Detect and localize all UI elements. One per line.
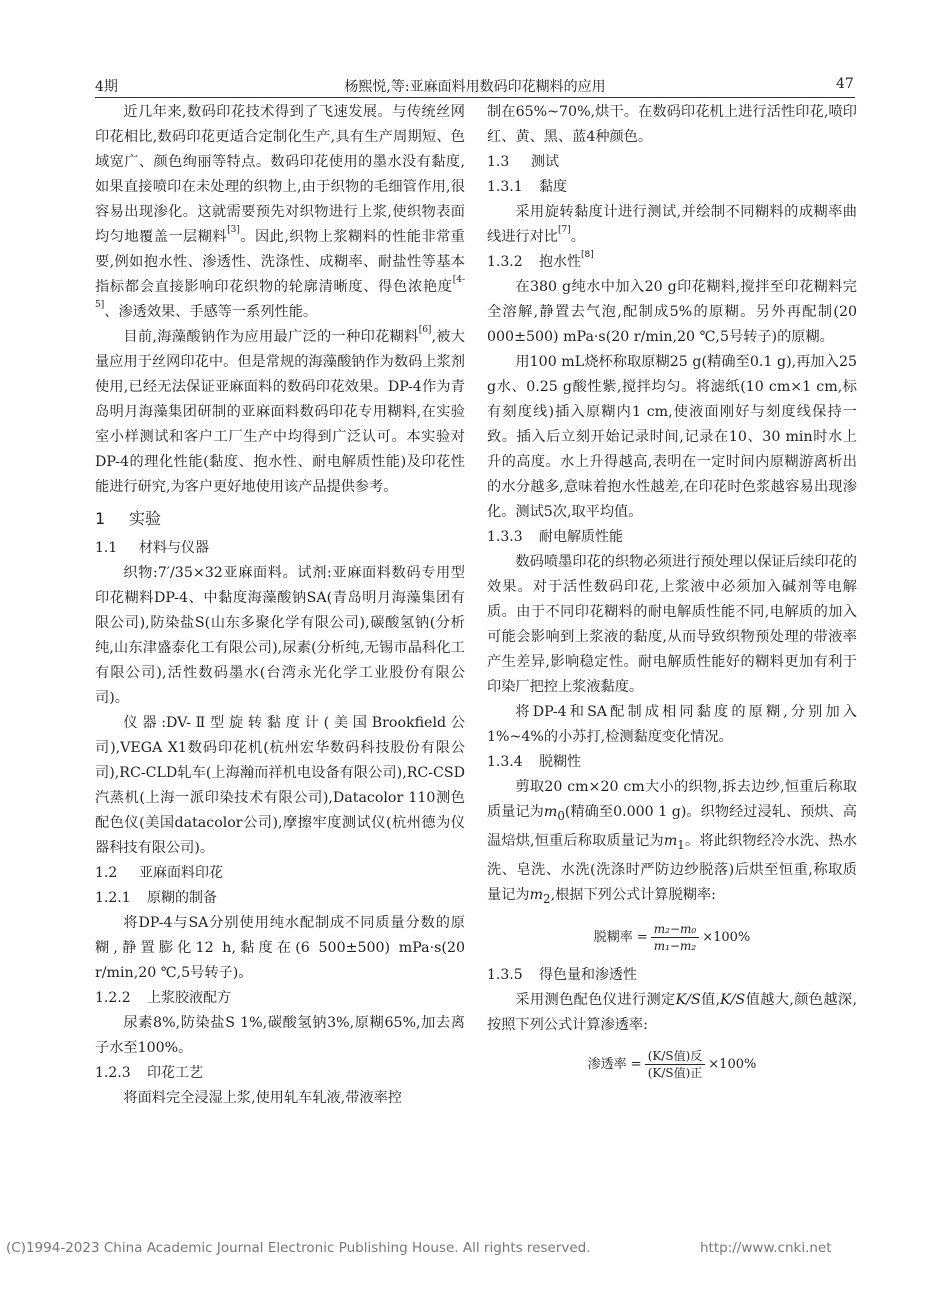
section-heading-1: 1 实验 <box>95 509 162 528</box>
section-heading-1-3-3: 1.3.3 耐电解质性能 <box>487 529 623 545</box>
paste-prep-paragraph: 将DP-4与SA分别使用纯水配制成不同质量分数的原糊,静置膨化12 h,黏度在(6 500±500) mPa·s(20 r/min,20 ℃,5号转子)。 <box>95 915 465 981</box>
water-holding-paragraph-2: 用100 mL烧杯称取原糊25 g(精确至0.1 g),再加入25 g水、0.25 g酸性紫,搅拌均匀。将滤纸(10 cm×1 cm,标有刻度线)插入原糊内1 cm,使液面刚好与刻度线保持一致。插入后立刻开始记录时间,记录在10、30 min时水上升的高度。水上升得越高,表明在一定时间内原糊游离析出的水分越多,意味着抱水性越差,在印花时色浆越容易出现渗化。测试5次,取平均值。 <box>487 354 857 520</box>
penetration-formula: 渗透率 = $\frac{\text{(K/S值)反}}{\text{(K/S值)正}}$ ×100% <box>587 1048 757 1080</box>
formula-denominator: m₁−m₂ <box>653 938 697 953</box>
section-heading-1-2-3: 1.2.3 印花工艺 <box>95 1065 203 1081</box>
materials-paragraph: 织物:7′/35×32亚麻面料。试剂:亚麻面料数码专用型印花糊料DP-4、中黏度海藻酸钠SA(青岛明月海藻集团有限公司),防染盐S(山东多聚化学有限公司),碳酸氢钠(分析纯,山东津盛泰化工有限公司),尿素(分析纯,无锡市晶科化工有限公司),活性数码墨水(台湾永光化学工业股份有限公司)。 <box>95 565 465 706</box>
running-title: 杨熙悦,等:亚麻面料用数码印花糊料的应用 <box>344 79 606 95</box>
cnki-link[interactable]: http://www.cnki.net <box>700 1240 832 1256</box>
printing-process-paragraph: 将面料完全浸湿上浆,使用轧车轧液,带液率控 <box>123 1090 402 1106</box>
header-rule <box>95 97 855 98</box>
section-heading-1-3: 1.3 测试 <box>487 154 559 170</box>
citation-3[interactable]: [3] <box>227 225 240 235</box>
citation-8[interactable]: [8] <box>581 250 594 260</box>
section-heading-1-2: 1.2 亚麻面料印花 <box>95 865 223 881</box>
formula-denominator: (K/S值)正 <box>647 1065 703 1080</box>
formula-numerator: m₂−m₀ <box>651 921 699 938</box>
intro-paragraph-1: 近几年来,数码印花技术得到了飞速发展。与传统丝网印花相比,数码印花更适合定制化生产,具有生产周期短、色域宽广、颜色绚丽等特点。数码印花使用的墨水没有黏度,如果直接喷印在未处理的织物上,由于织物的毛细管作用,很容易出现渗化。这就需要预先对织物进行上浆,使织物表面均匀地覆盖一层糊料[3]。因此,织物上浆糊料的性能非常重要,例如抱水性、渗透性、洗涤性、成糊率、耐盐性等基本指标都会直接影响印花织物的轮廓清晰度、得色浓艳度[4-5]、渗透效果、手感等一系列性能。 <box>95 104 465 320</box>
color-yield-paragraph: 采用测色配色仪进行测定K/S值,K/S值越大,颜色越深,按照下列公式计算渗透率: <box>487 992 857 1034</box>
viscosity-paragraph: 采用旋转黏度计进行测试,并绘制不同糊料的成糊率曲线进行对比[7]。 <box>487 204 857 245</box>
citation-4-5[interactable]: [4-5] <box>95 275 465 310</box>
intro-paragraph-2: 目前,海藻酸钠作为应用最广泛的一种印花糊料[6],被大量应用于丝网印花中。但是常规的海藻酸钠作为数码上浆剂使用,已经无法保证亚麻面料的数码印花效果。DP-4作为青岛明月海藻集团研制的亚麻面料数码印花专用糊料,在实验室小样测试和客户工厂生产中均得到广泛认可。本实验对DP-4的理化性能(黏度、抱水性、耐电解质性能)及印花性能进行研究,为客户更好地使用该产品提供参考。 <box>95 325 465 495</box>
desizing-paragraph: 剪取20 cm×20 cm大小的织物,拆去边纱,恒重后称取质量记为$m_0$(精确至0.000 1 g)。织物经过浸轧、预烘、高温焙烘,恒重后称取质量记为$m_1$。将此织物经冷水洗、热水洗、皂洗、水洗(洗涤时严防边纱脱落)后烘至恒重,称取质量记为$m_2$,根据下列公式计算脱糊率: <box>487 779 857 906</box>
left-column <box>95 100 465 1111</box>
printing-process-continued: 制在65%~70%,烘干。在数码印花机上进行活性印花,喷印红、黄、黑、蓝4种颜色。 <box>487 104 857 145</box>
citation-7[interactable]: [7] <box>557 225 571 235</box>
copyright-notice: (C)1994-2023 China Academic Journal Electronic Publishing House. All rights reserved. <box>6 1240 591 1256</box>
section-heading-1-1: 1.1 材料与仪器 <box>95 540 209 556</box>
desizing-formula: 脱糊率 = $\frac{\text{m₂−m₀}}{\text{m₁−m₂}}$ ×100% <box>593 921 751 953</box>
page-number: 47 <box>836 76 854 92</box>
sizing-formula-paragraph: 尿素8%,防染盐S 1%,碳酸氢钠3%,原糊65%,加去离子水至100%。 <box>95 1015 465 1056</box>
instruments-paragraph: 仪器:DV-Ⅱ型旋转黏度计(美国Brookfield公司),VEGA X1数码印花机(杭州宏华数码科技股份有限公司),RC-CLD轧车(上海瀚而祥机电设备有限公司),RC-CSD汽蒸机(上海一派印染技术有限公司),Datacolor 110测色配色仪(美国datacolor公司),摩擦牢度测试仪(杭州德为仪器科技有限公司)。 <box>95 715 465 856</box>
formula-numerator: (K/S值)反 <box>645 1048 706 1065</box>
right-column <box>487 100 857 1090</box>
page-header <box>0 0 950 100</box>
electrolyte-paragraph-2: 将DP-4和SA配制成相同黏度的原糊,分别加入1%~4%的小苏打,检测黏度变化情况。 <box>487 704 857 745</box>
citation-6[interactable]: [6] <box>418 325 432 335</box>
section-heading-1-3-2: 1.3.2 抱水性[8] <box>487 250 594 270</box>
section-heading-1-3-4: 1.3.4 脱糊性 <box>487 754 581 770</box>
issue-number: 4期 <box>95 79 118 95</box>
section-heading-1-3-5: 1.3.5 得色量和渗透性 <box>487 967 637 984</box>
water-holding-paragraph-1: 在380 g纯水中加入20 g印花糊料,搅拌至印花糊料完全溶解,静置去气泡,配制成5%的原糊。另外再配制(20 000±500) mPa·s(20 r/min,20 ℃,5号转子)的原糊。 <box>487 279 857 345</box>
electrolyte-paragraph-1: 数码喷墨印花的织物必须进行预处理以保证后续印花的效果。对于活性数码印花,上浆液中必须加入碱剂等电解质。由于不同印花糊料的耐电解质性能不同,电解质的加入可能会影响到上浆液的黏度,从而导致织物预处理的带液率产生差异,影响稳定性。耐电解质性能好的糊料更加有利于印染厂把控上浆液黏度。 <box>487 554 857 695</box>
section-heading-1-3-1: 1.3.1 黏度 <box>487 179 567 195</box>
section-heading-1-2-2: 1.2.2 上浆胶液配方 <box>95 990 231 1006</box>
section-heading-1-2-1: 1.2.1 原糊的制备 <box>95 890 217 906</box>
